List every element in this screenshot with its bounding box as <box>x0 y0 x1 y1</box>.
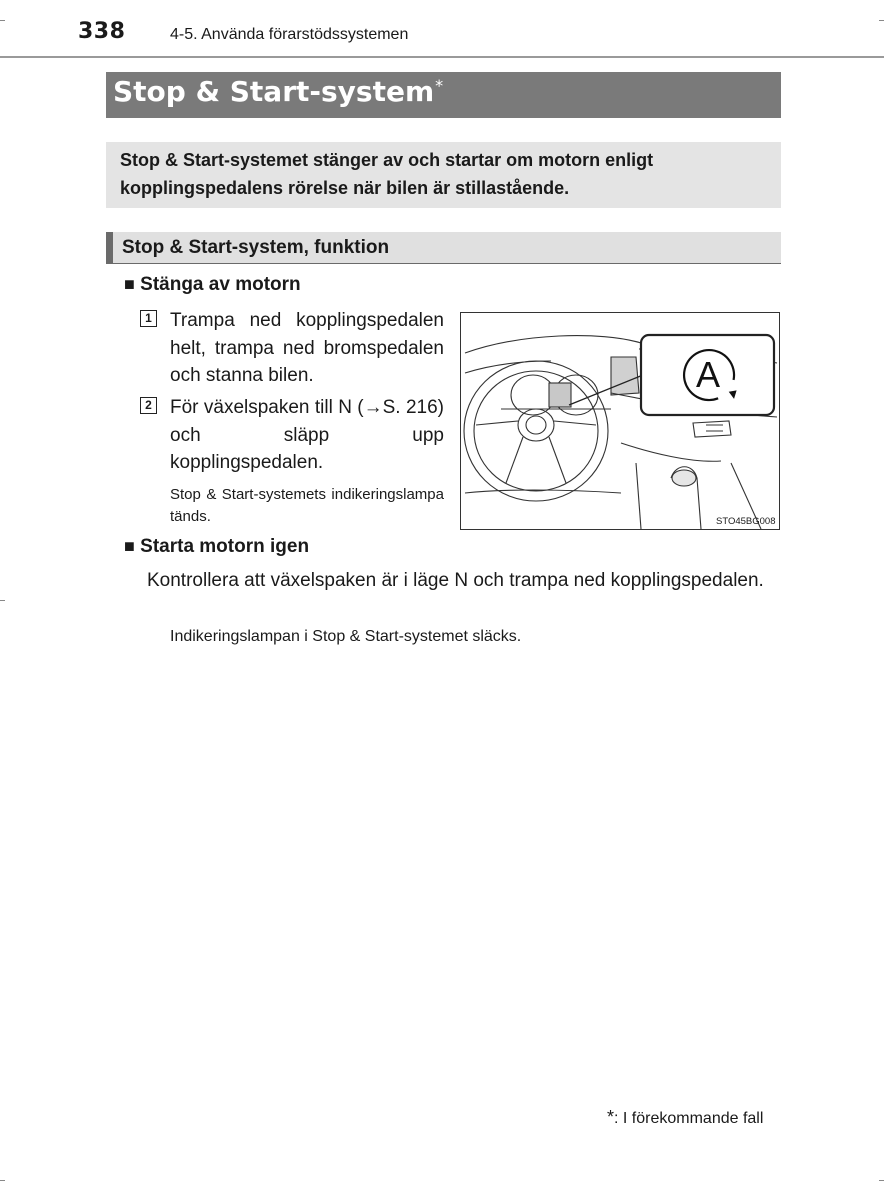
page-title-text: Stop & Start-system <box>113 75 435 108</box>
bullet-square: ■ <box>124 274 135 294</box>
section-bar-accent <box>106 232 113 264</box>
step-number-1: 1 <box>140 310 157 327</box>
page-title <box>113 75 443 108</box>
bullet-square: ■ <box>124 536 135 556</box>
edge-mark <box>0 1180 5 1181</box>
figure-code: STO45BG008 <box>716 516 776 527</box>
step-number-2: 2 <box>140 397 157 414</box>
subheading-restart-text: Starta motorn igen <box>140 536 310 557</box>
edge-mark <box>0 600 5 601</box>
dashboard-drawing <box>461 313 779 529</box>
step-2-text: För växelspaken till N (→S. 216) och släpp upp kopplingspedalen. <box>170 397 444 473</box>
restart-text: Kontrollera att växelspaken är i läge N och trampa ned kopplingspedalen. <box>147 570 764 591</box>
dashboard-illustration <box>460 312 780 530</box>
subheading-stop <box>124 274 301 296</box>
step-1-text: Trampa ned kopplingspedalen helt, trampa ned bromspedalen och stanna bilen. <box>170 310 444 386</box>
indicator-letter: A <box>695 354 721 395</box>
title-asterisk: * <box>435 75 444 95</box>
edge-mark <box>0 20 5 21</box>
subheading-stop-text: Stänga av motorn <box>140 274 301 295</box>
intro-text: Stop & Start-systemet stänger av och startar om motorn enligt kopplingspedalens rörelse när bilen är stillastående. <box>120 150 654 198</box>
chapter-title: 4-5. Använda förarstödssystemen <box>170 26 409 43</box>
section-heading: Stop & Start-system, funktion <box>122 237 390 258</box>
edge-mark <box>879 1180 884 1181</box>
footnote-text: : I förekommande fall <box>614 1110 764 1127</box>
page-number: 338 <box>78 19 126 44</box>
restart-note: Indikeringslampan i Stop & Start-systemet släcks. <box>170 628 522 645</box>
header-divider <box>0 56 884 58</box>
footnote <box>607 1107 763 1128</box>
edge-mark <box>879 20 884 21</box>
stop-note: Stop & Start-systemets indikeringslampa tänds. <box>170 486 444 525</box>
footnote-asterisk: * <box>607 1107 615 1127</box>
subheading-restart <box>124 536 309 558</box>
